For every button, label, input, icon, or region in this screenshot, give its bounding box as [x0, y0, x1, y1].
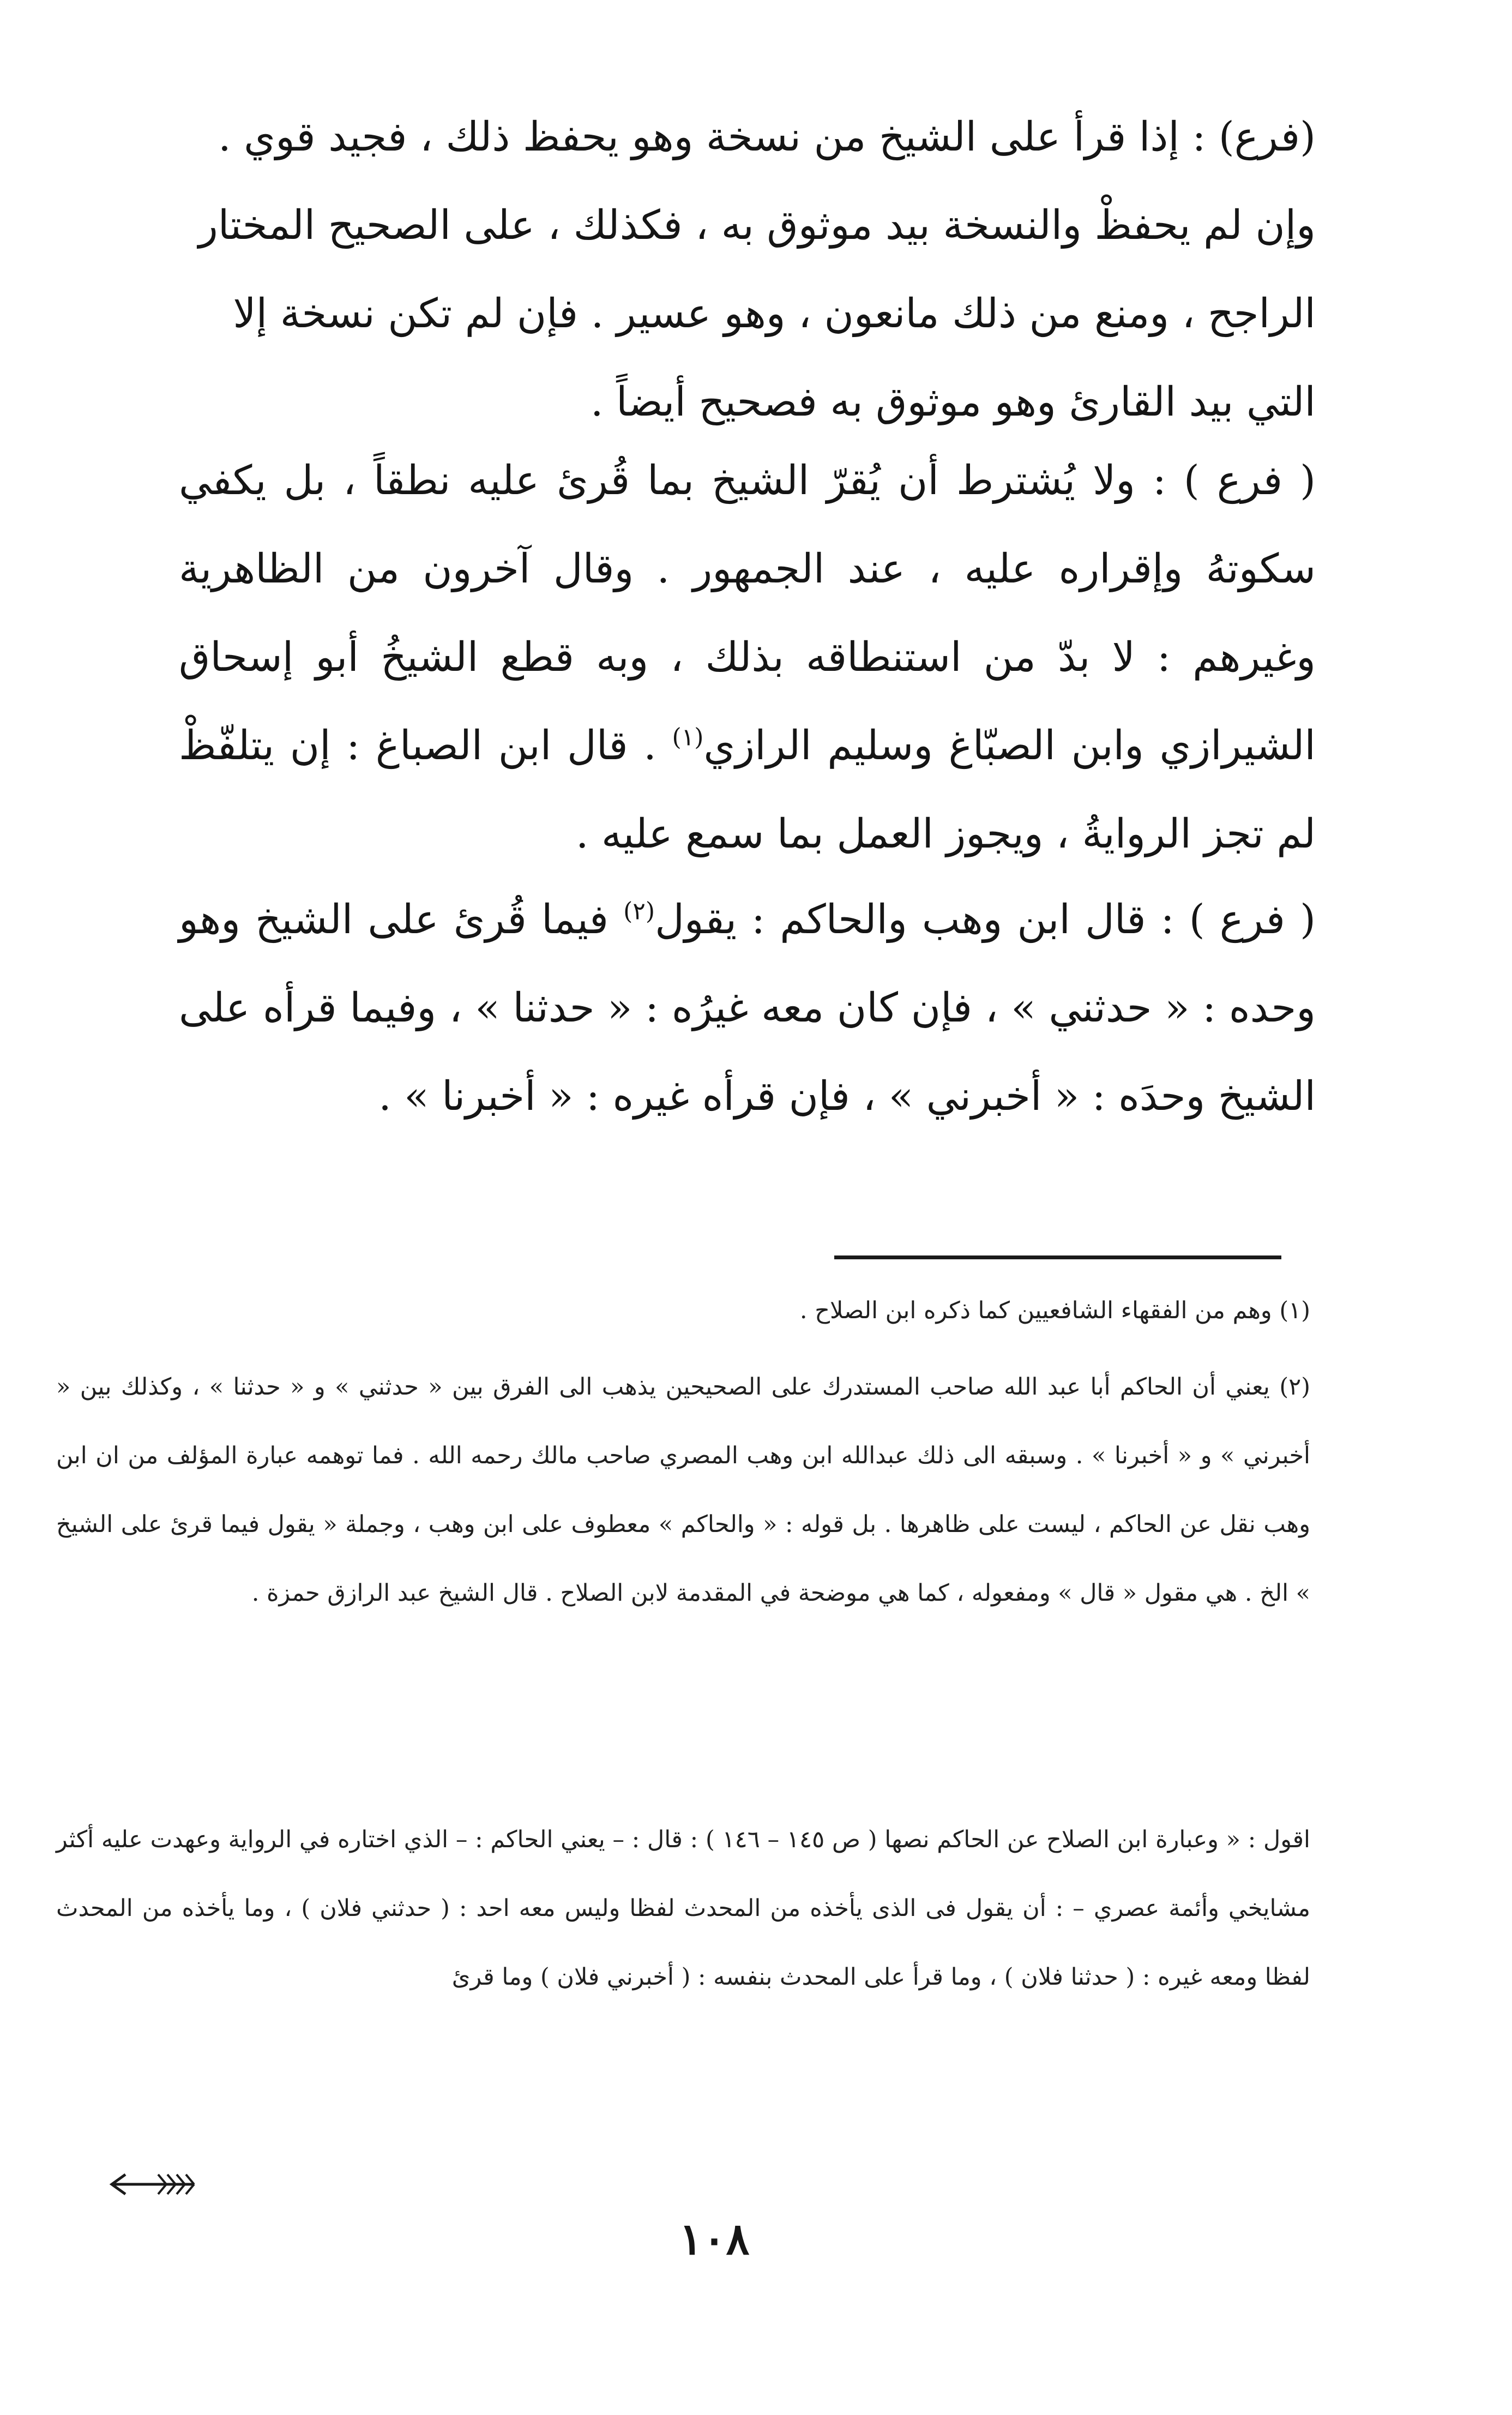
footnote-2: (٢) يعني أن الحاكم أبا عبد الله صاحب المستدرك على الصحيحين يذهب الى الفرق بين « حدثني » و « حدثنا » ، وكذلك بين « أخبرني » و « أخبرنا » . وسبقه الى ذلك عبدالله ابن وهب المصري صاحب مالك رحمه الله . فما توهمه عبارة المؤلف من ان ابن وهب نقل عن الحاكم ، ليست على ظاهرها . بل قوله : « والحاكم » معطوف على ابن وهب ، وجملة « يقول فيما قرئ على الشيخ » الخ . هي مقول « قال » ومفعوله ، كما هي موضحة في المقدمة لابن الصلاح . قال الشيخ عبد الرازق حمزة .: [56, 1373, 1310, 1607]
paragraph-2-text-a: ( فرع ) : ولا يُشترط أن يُقرّ الشيخ بما قُرئ عليه نطقاً ، بل يكفي سكوتهُ وإقراره عليه ، عند الجمهور . وقال آخرون من الظاهرية وغيرهم : لا بدّ من استنطاقه بذلك ، وبه قطع الشيخُ أبو إسحاق الشيرازي وابن الصبّاغ وسليم الرازي: [179, 457, 1316, 769]
paragraph-1-line-3: الراجح ، ومنع من ذلك مانعون ، وهو عسير . فإن لم تكن نسخة إلا: [233, 290, 1316, 337]
paragraph-2: [179, 436, 1316, 878]
footnote-3: اقول : « وعبارة ابن الصلاح عن الحاكم نصها ( ص ١٤٥ – ١٤٦ ) : قال : – يعني الحاكم : – الذي اختاره في الرواية وعهدت عليه أكثر مشايخي وأئمة عصري – : أن يقول فى الذى يأخذه من المحدث لفظا وليس معه احد : ( حدثني فلان ) ، وما يأخذه من المحدث لفظا ومعه غيره : ( حدثنا فلان ) ، وما قرأ على المحدث بنفسه : ( أخبرني فلان ) وما قرئ: [56, 1826, 1310, 1991]
footnote-ref-1: (١): [672, 723, 704, 752]
arrow-ornament-icon: [106, 2168, 199, 2201]
paragraph-3-text-a: ( فرع ) : قال ابن وهب والحاكم : يقول: [655, 896, 1316, 943]
paragraph-1-line-1: (فرع) : إذا قرأ على الشيخ من نسخة وهو يحفظ ذلك ، فجيد قوي .: [218, 113, 1316, 160]
paragraph-3-text-b: فيما قُرئ على الشيخ وهو وحده : « حدثني » ، فإن كان معه غيرُه : « حدثنا » ، وفيما قرأه على الشيخ وحدَه : « أخبرني » ، فإن قرأه غيره : « أخبرنا » .: [179, 896, 1316, 1120]
footnote-separator: [834, 1255, 1281, 1259]
paragraph-1-line-2: وإن لم يحفظْ والنسخة بيد موثوق به ، فكذلك ، على الصحيح المختار: [198, 202, 1316, 249]
paragraph-1: [179, 93, 1316, 446]
paragraph-3: [179, 875, 1316, 1140]
paragraph-1-line-4: التي بيد القارئ وهو موثوق به فصحيح أيضاً .: [591, 379, 1316, 425]
footnote-ref-2: (٢): [623, 897, 655, 926]
page-number: ١٠٨: [679, 2213, 750, 2264]
footnote-1: (١) وهم من الفقهاء الشافعيين كما ذكره ابن الصلاح .: [799, 1297, 1310, 1324]
paragraph-2-text-b: . قال ابن الصباغ : إن يتلفّظْ لم تجز الروايةُ ، ويجوز العمل بما سمع عليه .: [179, 722, 1316, 857]
